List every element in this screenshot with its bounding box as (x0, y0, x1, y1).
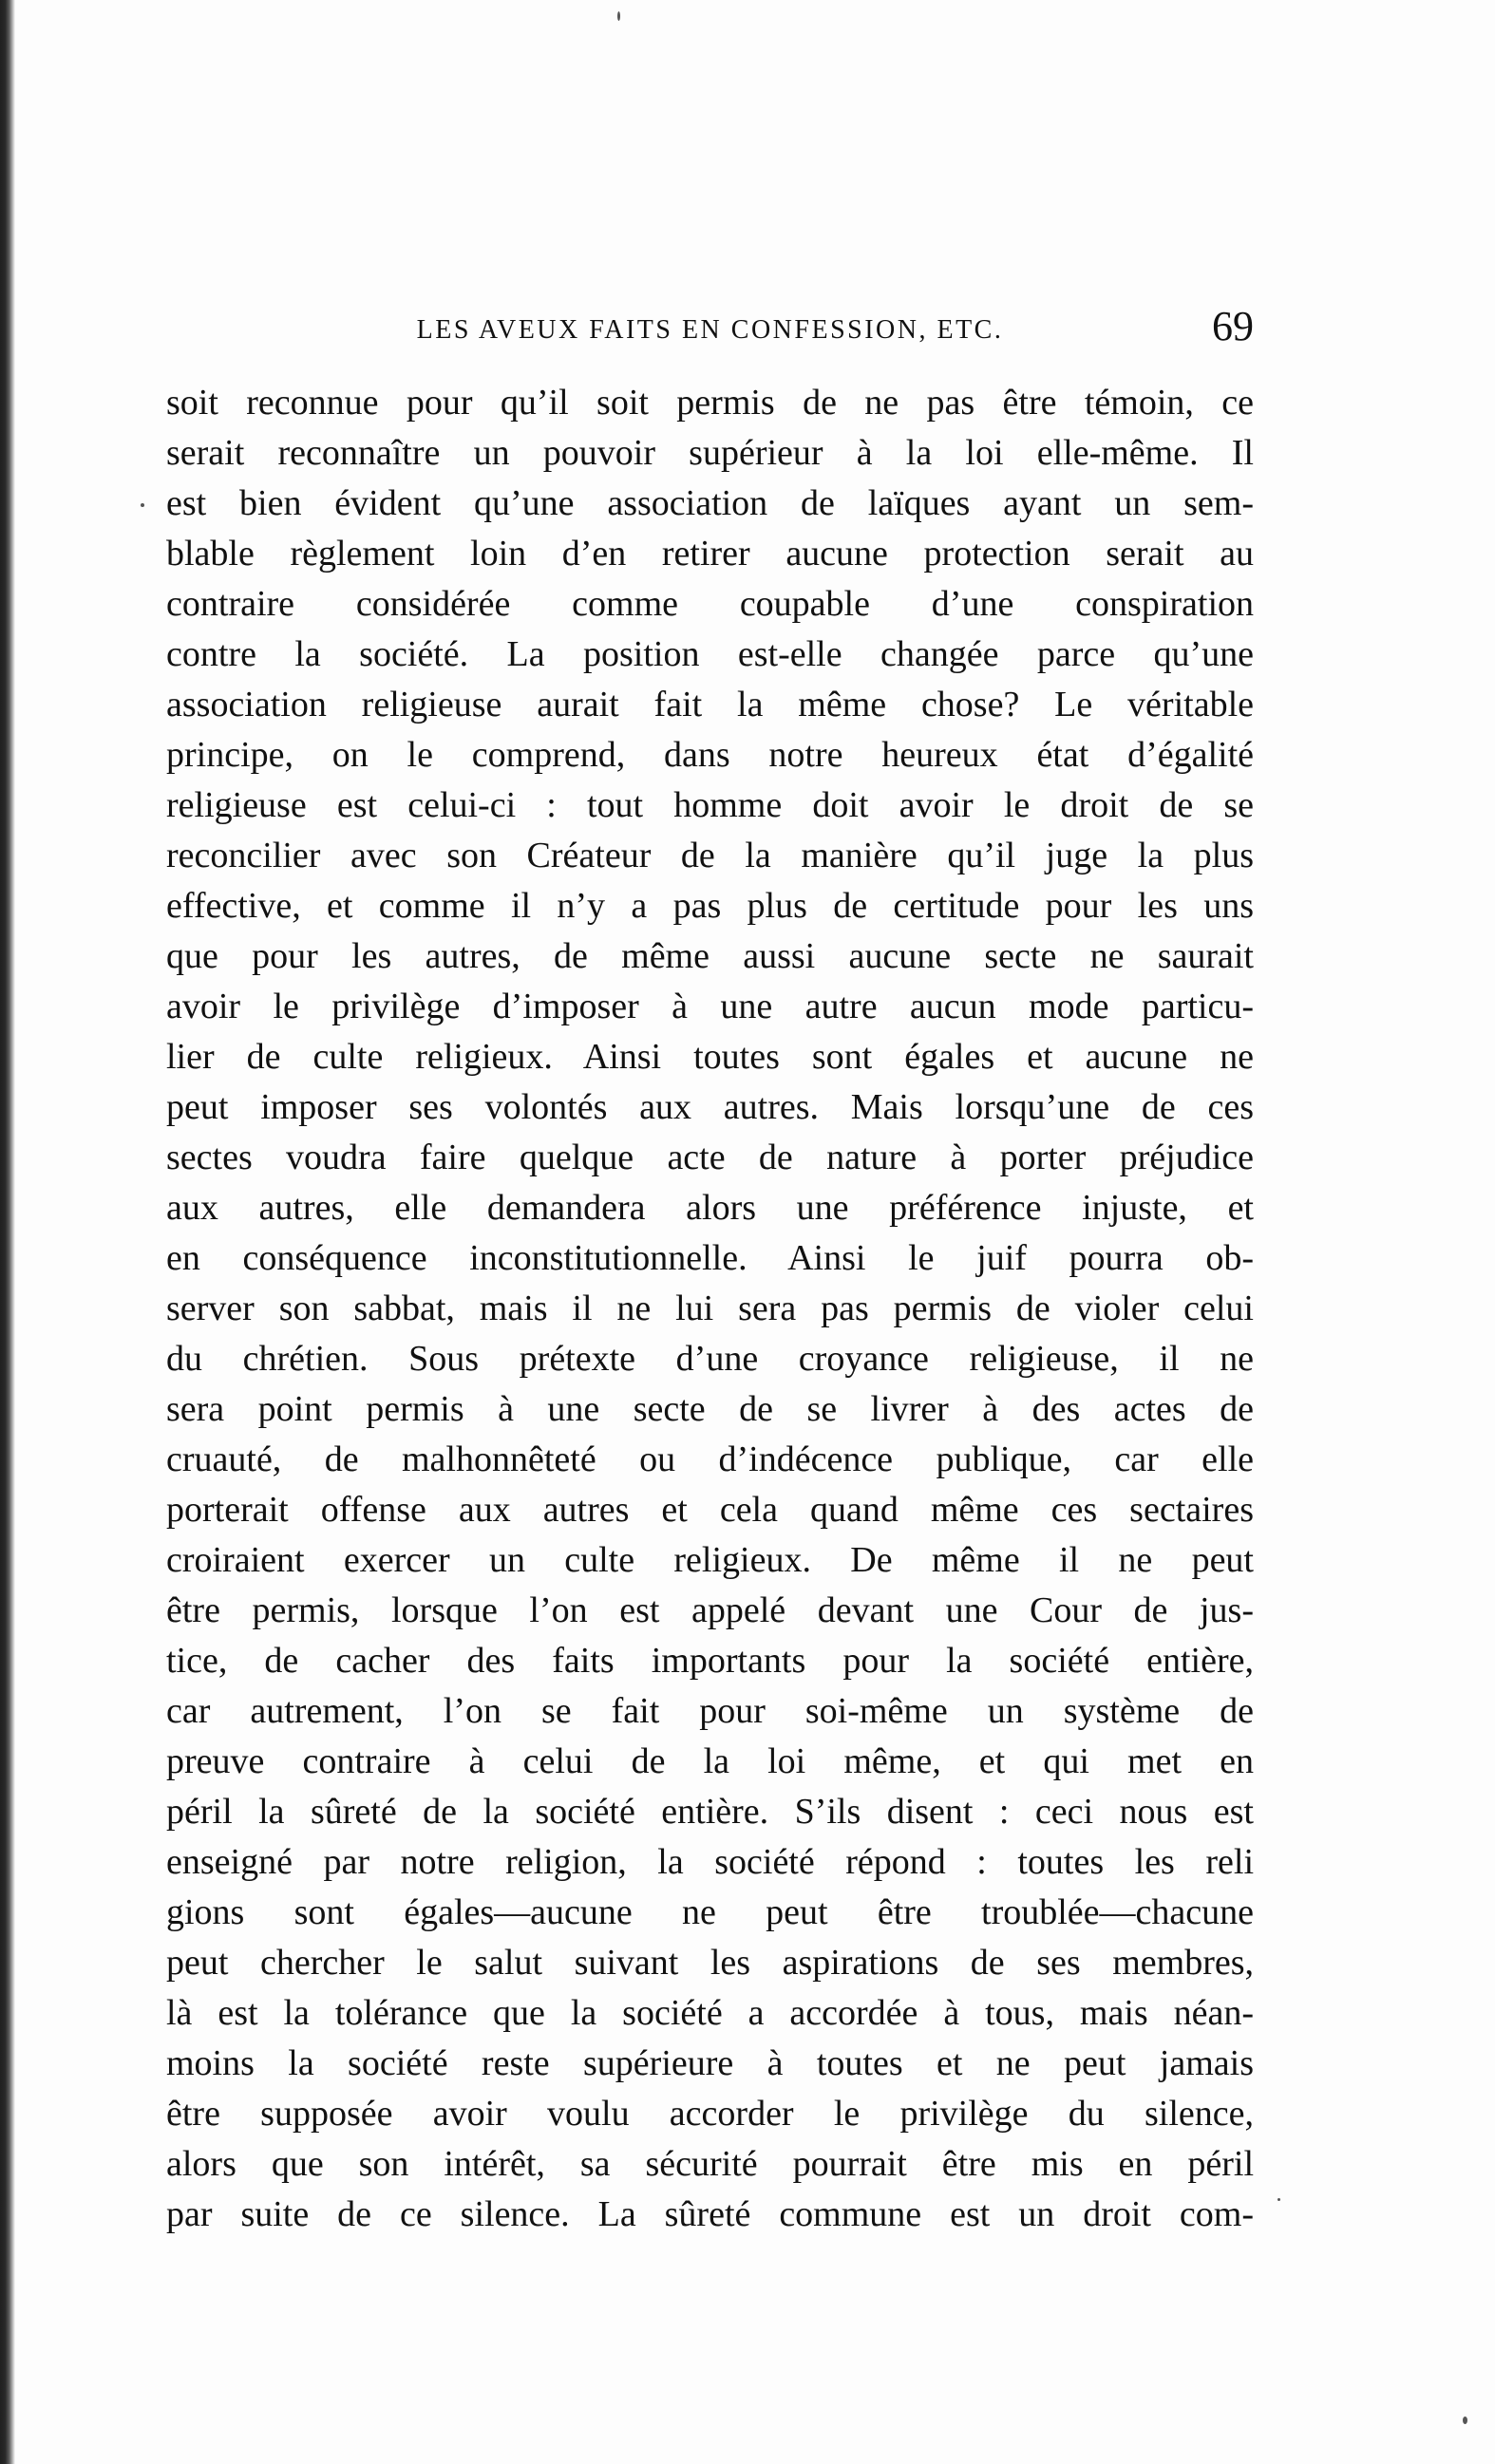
ink-speck (617, 11, 620, 21)
text-line: preuve contraire à celui de la loi même, et qui met en (166, 1741, 1254, 1781)
body-text (166, 378, 1254, 2240)
text-line: contraire considérée comme coupable d’une conspiration (166, 584, 1254, 624)
text-line: contre la société. La position est-elle changée parce qu’une (166, 634, 1254, 674)
text-line: porterait offense aux autres et cela quand même ces sectaires (166, 1490, 1254, 1530)
text-line: association religieuse aurait fait la même chose? Le véritable (166, 685, 1254, 724)
text-line: server son sabbat, mais il ne lui sera pas permis de violer celui (166, 1288, 1254, 1328)
ink-speck (141, 503, 144, 507)
text-line: car autrement, l’on se fait pour soi-même un système de (166, 1691, 1254, 1731)
text-line: avoir le privilège d’imposer à une autre aucun mode particu- (166, 987, 1254, 1026)
text-line: effective, et comme il n’y a pas plus de certitude pour les uns (166, 886, 1254, 926)
text-line: serait reconnaître un pouvoir supérieur à la loi elle-même. Il (166, 433, 1254, 473)
text-line: être permis, lorsque l’on est appelé devant une Cour de jus- (166, 1590, 1254, 1630)
text-line: enseigné par notre religion, la société répond : toutes les reli (166, 1842, 1254, 1882)
text-line: lier de culte religieux. Ainsi toutes sont égales et aucune ne (166, 1037, 1254, 1077)
text-line: sectes voudra faire quelque acte de nature à porter préjudice (166, 1138, 1254, 1177)
text-line: soit reconnue pour qu’il soit permis de ne pas être témoin, ce (166, 383, 1254, 423)
text-line: peut imposer ses volontés aux autres. Mais lorsqu’une de ces (166, 1087, 1254, 1127)
text-line: cruauté, de malhonnêteté ou d’indécence publique, car elle (166, 1439, 1254, 1479)
text-line: que pour les autres, de même aussi aucune secte ne saurait (166, 936, 1254, 976)
text-line: alors que son intérêt, sa sécurité pourrait être mis en péril (166, 2144, 1254, 2184)
page-header (166, 303, 1254, 353)
text-line: péril la sûreté de la société entière. S’ils disent : ceci nous est (166, 1792, 1254, 1832)
text-line: du chrétien. Sous prétexte d’une croyance religieuse, il ne (166, 1339, 1254, 1379)
ink-speck (1277, 2198, 1280, 2201)
text-line: est bien évident qu’une association de laïques ayant un sem- (166, 483, 1254, 523)
text-line: là est la tolérance que la société a accordée à tous, mais néan- (166, 1993, 1254, 2033)
ink-speck (1463, 2417, 1467, 2424)
text-line: être supposée avoir voulu accorder le privilège du silence, (166, 2094, 1254, 2134)
text-line: sera point permis à une secte de se livrer à des actes de (166, 1389, 1254, 1429)
text-line: aux autres, elle demandera alors une préférence injuste, et (166, 1188, 1254, 1228)
running-title: LES AVEUX FAITS EN CONFESSION, ETC. (416, 315, 1004, 345)
text-line: principe, on le comprend, dans notre heureux état d’égalité (166, 735, 1254, 775)
text-line: par suite de ce silence. La sûreté commune est un droit com- (166, 2194, 1254, 2234)
text-line: religieuse est celui-ci : tout homme doit avoir le droit de se (166, 785, 1254, 825)
binding-edge (0, 0, 15, 2464)
text-line: en conséquence inconstitutionnelle. Ainsi le juif pourra ob- (166, 1238, 1254, 1278)
text-line: blable règlement loin d’en retirer aucune protection serait au (166, 534, 1254, 574)
text-line: croiraient exercer un culte religieux. De même il ne peut (166, 1540, 1254, 1580)
page-number: 69 (1212, 303, 1254, 349)
text-line: reconcilier avec son Créateur de la manière qu’il juge la plus (166, 836, 1254, 875)
text-line: moins la société reste supérieure à toutes et ne peut jamais (166, 2043, 1254, 2083)
text-line: peut chercher le salut suivant les aspirations de ses membres, (166, 1943, 1254, 1983)
text-line: tice, de cacher des faits importants pour la société entière, (166, 1641, 1254, 1681)
text-line: gions sont égales—aucune ne peut être troublée—chacune (166, 1892, 1254, 1932)
